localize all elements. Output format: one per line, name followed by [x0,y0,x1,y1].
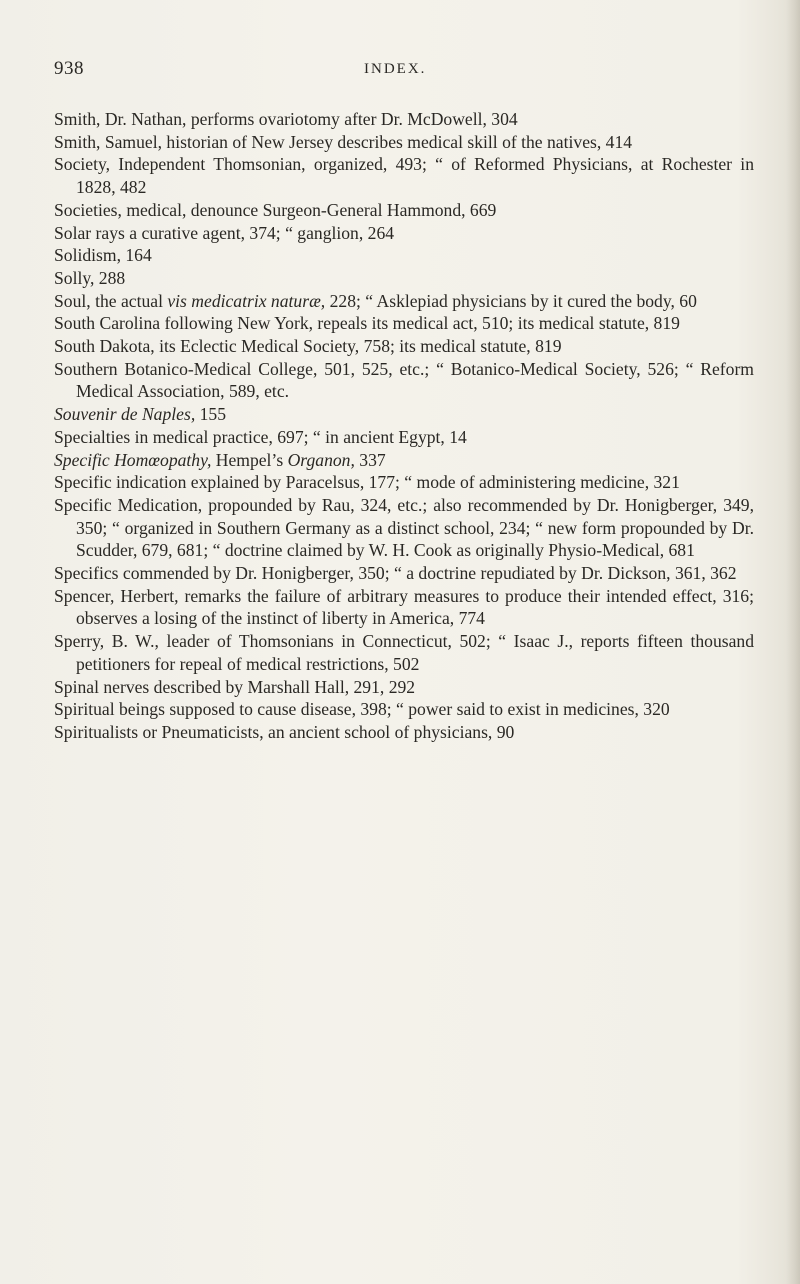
page-edge-shadow [786,0,800,1284]
entry-text: Specifics commended by Dr. Honigberger, 350; “ a doctrine repudiated by Dr. Dickson, 361, 362 [54,563,737,584]
entry-text: Spinal nerves described by Marshall Hall, 291, 292 [54,676,416,697]
entry-text: Specific indication explained by Paracelsus, 177; “ mode of administering medicine, 321 [54,472,680,493]
entry-text: Solar rays a curative agent, 374; “ ganglion, 264 [54,222,395,243]
entry-text: Sperry, B. W., leader of Thomsonians in Connecticut, 502; “ Isaac J., reports fifteen thousand petitioners for repeal of medical restrictions, 502 [54,631,754,674]
page-header [54,58,754,88]
index-entry [54,676,754,699]
index-entry [54,471,754,494]
entry-text: Societies, medical, denounce Surgeon-General Hammond, 669 [54,199,497,220]
index-entry [54,335,754,358]
index-entry [54,199,754,222]
entry-text: 228; “ Asklepiad physicians by it cured the body, 60 [325,290,697,311]
entry-text: South Carolina following New York, repeals its medical act, 510; its medical statute, 819 [54,313,680,334]
entry-text-italic: Souvenir de Naples, [54,404,196,425]
index-entry [54,108,754,131]
entry-text: Solidism, 164 [54,245,152,266]
index-entry [54,358,754,403]
index-entry [54,222,754,245]
index-entry [54,721,754,744]
index-entry [54,131,754,154]
index-entry [54,585,754,630]
entry-text: South Dakota, its Eclectic Medical Society, 758; its medical statute, 819 [54,336,562,357]
entry-text-italic: vis medicatrix naturæ, [167,290,326,311]
entry-text: Southern Botanico-Medical College, 501, 525, etc.; “ Botanico-Medical Society, 526; “ Reform Medical Association, 589, etc. [54,358,754,402]
entry-text: Spiritual beings supposed to cause disease, 398; “ power said to exist in medicines, 320 [54,699,670,720]
index-entries [54,108,754,744]
index-entry [54,312,754,335]
index-entry [54,267,754,290]
entry-text-italic: Organon, [287,449,355,470]
entry-text: Hempel’s [211,449,288,470]
index-entry [54,449,754,472]
entry-text: Society, Independent Thomsonian, organized, 493; “ of Reformed Physicians, at Rochester in 1828, 482 [54,154,754,198]
index-entry [54,153,754,198]
index-entry [54,698,754,721]
entry-text-italic: Specific Homœopathy, [54,449,212,470]
entry-text: Spencer, Herbert, remarks the failure of arbitrary measures to produce their intended effect, 316; observes a losing of the instinct of liberty in America, 774 [54,585,754,629]
page-number: 938 [54,58,84,79]
entry-text: Smith, Dr. Nathan, performs ovariotomy after Dr. McDowell, 304 [54,109,518,129]
entry-text: Specialties in medical practice, 697; “ in ancient Egypt, 14 [54,426,467,447]
entry-text: 155 [195,404,227,425]
running-head: INDEX. [364,61,427,77]
entry-text: Soul, the actual [54,290,168,311]
entry-text: Smith, Samuel, historian of New Jersey describes medical skill of the natives, 414 [54,131,633,152]
entry-text: 337 [354,449,386,470]
index-entry [54,562,754,585]
index-entry [54,244,754,267]
entry-text: Solly, 288 [54,267,126,288]
entry-text: Spiritualists or Pneumaticists, an ancient school of physicians, 90 [54,721,515,742]
index-entry [54,290,754,313]
index-entry [54,426,754,449]
index-entry [54,403,754,426]
index-entry [54,494,754,562]
index-entry [54,630,754,675]
entry-text: Specific Medication, propounded by Rau, 324, etc.; also recommended by Dr. Honigberger, 349, 350; “ organized in Southern Germany as a distinct school, 234; “ new form propounded by Dr. Scudder, 679, 681; “ doctrine claimed by W. H. Cook as originally Physio-Medical, 681 [54,494,754,561]
